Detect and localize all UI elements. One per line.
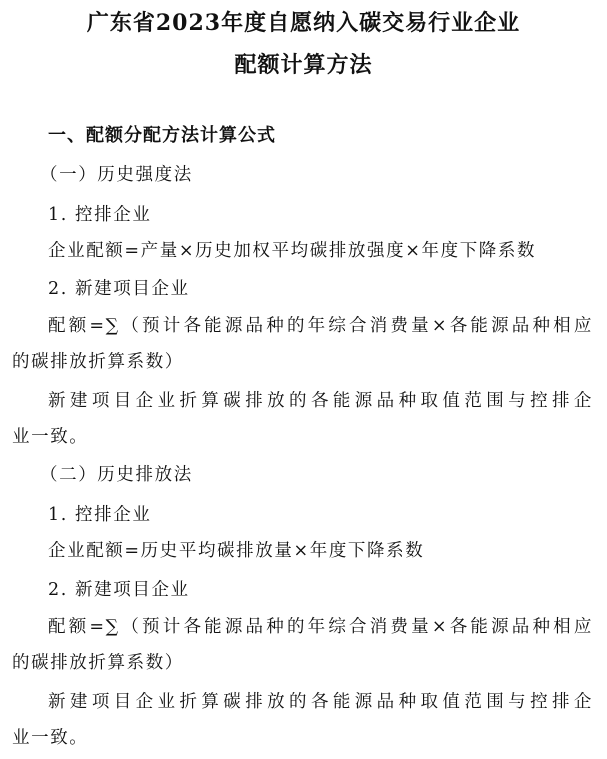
subsection-1-heading: （一）历史强度法 bbox=[40, 165, 193, 185]
section-1-heading: 一、配额分配方法计算公式 bbox=[48, 125, 276, 146]
subsection-2-item-1-formula: 企业配额=历史平均碳排放量×年度下降系数 bbox=[48, 541, 425, 561]
subsection-2-item-2-label: 2. 新建项目企业 bbox=[48, 580, 190, 600]
subsection-2-item-2-formula-line-2: 的碳排放折算系数） bbox=[12, 653, 184, 673]
subsection-1-item-2-label: 2. 新建项目企业 bbox=[48, 279, 190, 299]
document-title-line-1: 广东省2023年度自愿纳入碳交易行业企业 bbox=[86, 10, 521, 36]
document-title-line-2: 配额计算方法 bbox=[234, 52, 373, 78]
subsection-1-item-2-formula-line-2: 的碳排放折算系数） bbox=[12, 352, 184, 372]
subsection-2-note-line-1: 新建项目企业折算碳排放的各能源品种取值范围与控排企 bbox=[48, 692, 593, 712]
subsection-2-item-2-formula-line-1: 配额=∑（预计各能源品种的年综合消费量×各能源品种相应 bbox=[48, 617, 593, 637]
subsection-1-note-line-1: 新建项目企业折算碳排放的各能源品种取值范围与控排企 bbox=[48, 391, 593, 411]
subsection-2-heading: （二）历史排放法 bbox=[40, 465, 193, 485]
subsection-2-note-line-2: 业一致。 bbox=[12, 728, 89, 748]
subsection-1-note-line-2: 业一致。 bbox=[12, 427, 89, 447]
subsection-1-item-1-label: 1. 控排企业 bbox=[48, 205, 152, 225]
subsection-2-item-1-label: 1. 控排企业 bbox=[48, 505, 152, 525]
subsection-1-item-2-formula-line-1: 配额=∑（预计各能源品种的年综合消费量×各能源品种相应 bbox=[48, 316, 593, 336]
subsection-1-item-1-formula: 企业配额=产量×历史加权平均碳排放强度×年度下降系数 bbox=[48, 241, 537, 261]
